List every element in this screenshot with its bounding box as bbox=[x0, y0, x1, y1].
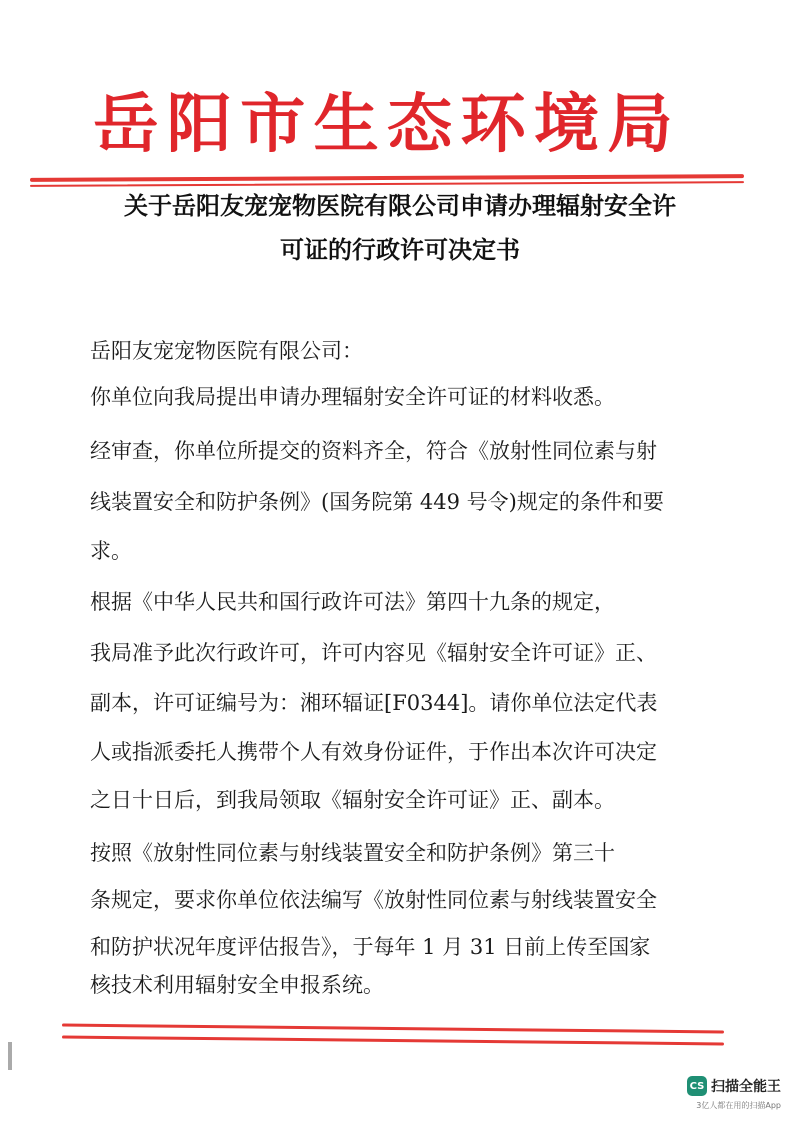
body-line: 根据《中华人民共和国行政许可法》第四十九条的规定， bbox=[90, 590, 615, 614]
body-line: 副本，许可证编号为：湘环辐证[F0344]。请你单位法定代表 bbox=[90, 691, 658, 715]
watermark-tagline: 3亿人都在用的扫描App bbox=[696, 1101, 781, 1110]
header-red-line-thin bbox=[30, 181, 744, 187]
footer-red-line-lower bbox=[62, 1036, 724, 1046]
body-line: 线装置安全和防护条例》(国务院第 449 号令)规定的条件和要 bbox=[90, 490, 664, 514]
body-line: 人或指派委托人携带个人有效身份证件，于作出本次许可决定 bbox=[90, 740, 657, 764]
scan-edge-mark bbox=[8, 1042, 12, 1070]
body-line: 条规定，要求你单位依法编写《放射性同位素与射线装置安全 bbox=[90, 888, 657, 912]
issuing-authority-header: 岳阳市生态环境局 bbox=[93, 87, 681, 162]
document-title-line-2: 可证的行政许可决定书 bbox=[280, 236, 520, 264]
watermark-brand: 扫描全能王 bbox=[711, 1079, 781, 1095]
body-line: 核技术利用辐射安全申报系统。 bbox=[90, 973, 384, 997]
body-line: 我局准予此次行政许可，许可内容见《辐射安全许可证》正、 bbox=[90, 641, 657, 665]
addressee-line: 岳阳友宠宠物医院有限公司： bbox=[90, 339, 363, 363]
footer-red-line bbox=[62, 1024, 724, 1034]
body-line: 经审查，你单位所提交的资料齐全，符合《放射性同位素与射 bbox=[90, 439, 657, 463]
body-line: 你单位向我局提出申请办理辐射安全许可证的材料收悉。 bbox=[90, 385, 615, 409]
document-title-line-1: 关于岳阳友宠宠物医院有限公司申请办理辐射安全许 bbox=[124, 192, 676, 220]
body-line: 和防护状况年度评估报告》，于每年 1 月 31 日前上传至国家 bbox=[90, 935, 651, 959]
scanner-watermark bbox=[687, 1076, 781, 1111]
body-line: 之日十日后，到我局领取《辐射安全许可证》正、副本。 bbox=[90, 788, 615, 812]
camscanner-logo-icon: CS bbox=[687, 1076, 707, 1096]
body-line: 按照《放射性同位素与射线装置安全和防护条例》第三十 bbox=[90, 841, 615, 865]
body-line: 求。 bbox=[90, 539, 132, 563]
